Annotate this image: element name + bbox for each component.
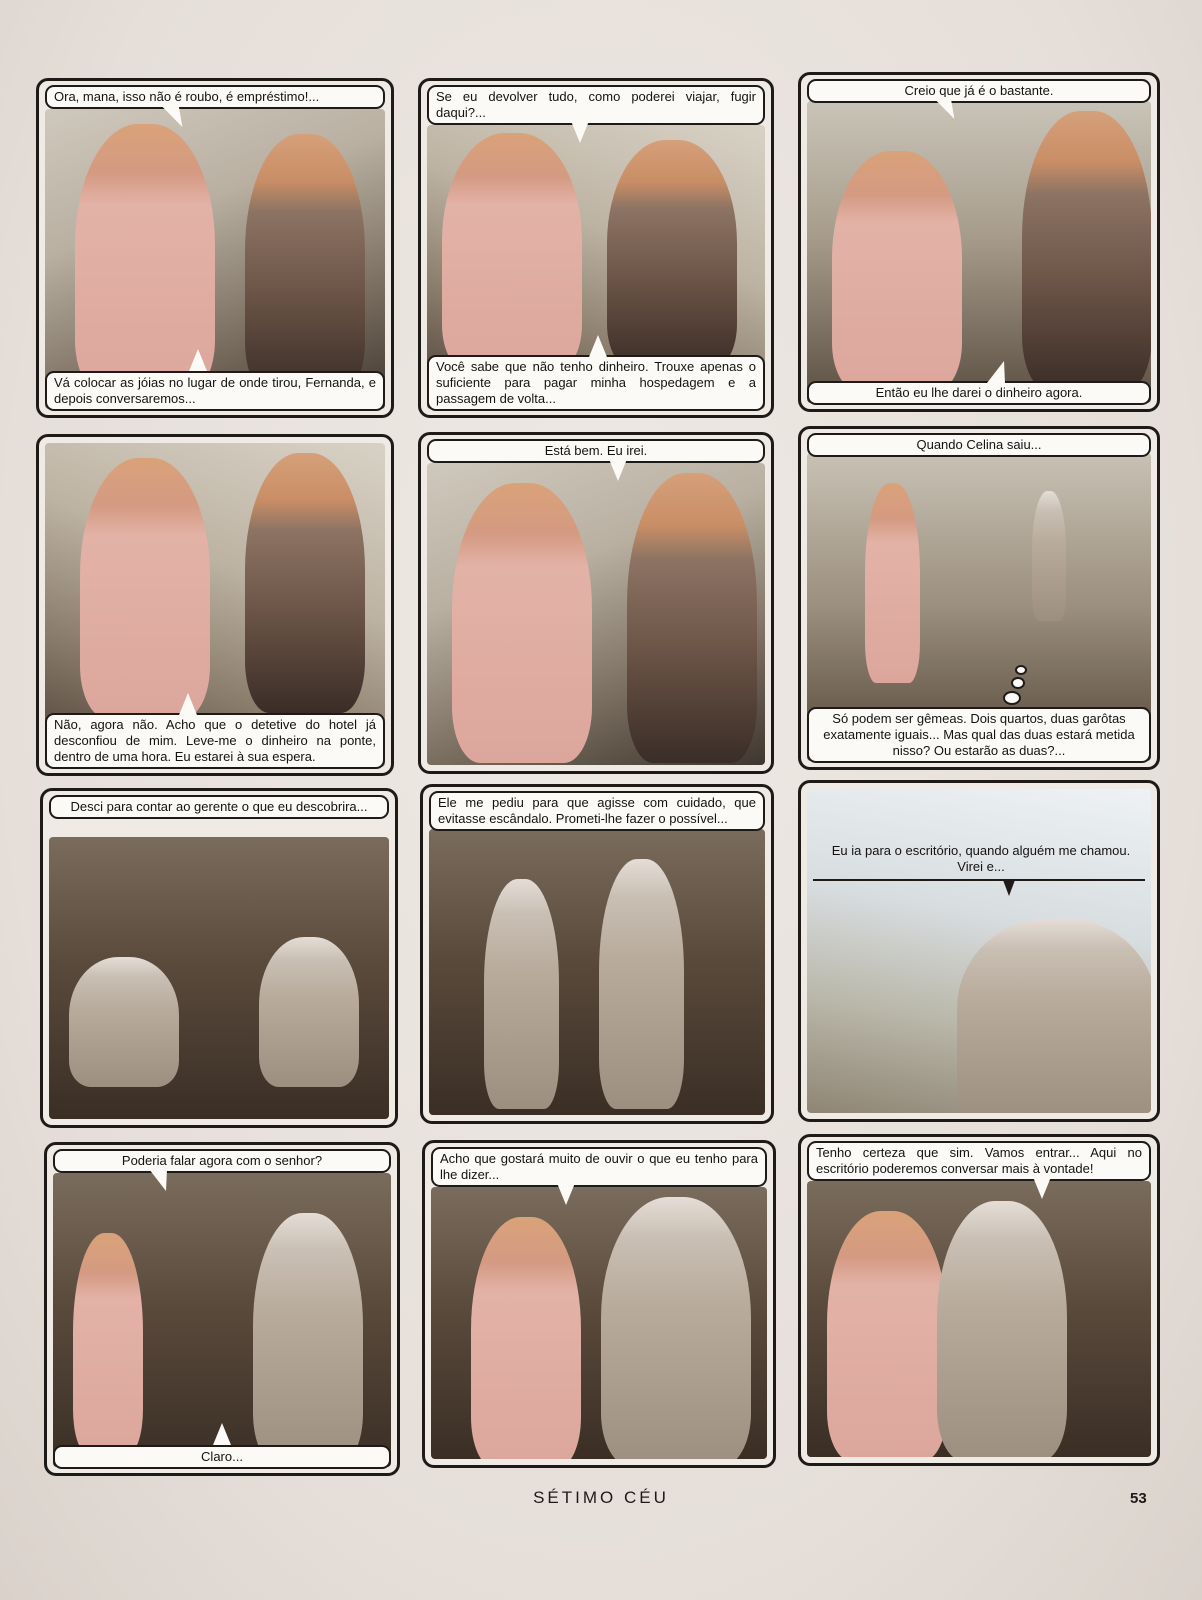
panel-11 bbox=[422, 1140, 776, 1468]
manager-standing bbox=[599, 859, 684, 1109]
thought-bubble bbox=[1011, 677, 1025, 689]
balloon-tail bbox=[213, 1423, 231, 1445]
balloon-tail bbox=[179, 693, 197, 715]
photo bbox=[807, 101, 1151, 403]
woman-pink-sweater bbox=[827, 1211, 947, 1457]
detective-standing bbox=[937, 1201, 1067, 1457]
photo bbox=[431, 1187, 767, 1459]
photo bbox=[49, 837, 389, 1119]
speech-balloon-top: Poderia falar agora com o senhor? bbox=[53, 1149, 391, 1173]
panel-10 bbox=[44, 1142, 400, 1476]
woman-pink-sweater bbox=[452, 483, 592, 763]
thought-bubble bbox=[1015, 665, 1027, 675]
balloon-tail bbox=[571, 121, 589, 143]
panel-7 bbox=[40, 788, 398, 1128]
photo bbox=[807, 789, 1151, 1113]
photo bbox=[429, 829, 765, 1115]
woman-pink-sweater bbox=[73, 1233, 143, 1453]
woman-print-blouse bbox=[1022, 111, 1151, 391]
thought-bubble bbox=[1003, 691, 1021, 705]
magazine-title: SÉTIMO CÉU bbox=[533, 1488, 669, 1507]
balloon-tail bbox=[589, 335, 607, 357]
detective-standing bbox=[253, 1213, 363, 1463]
speech-balloon-bottom: Vá colocar as jóias no lugar de onde tirou, Fernanda, e depois conversaremos... bbox=[45, 371, 385, 411]
speech-balloon-bottom: Então eu lhe darei o dinheiro agora. bbox=[807, 381, 1151, 405]
panel-2 bbox=[418, 78, 774, 418]
speech-balloon-bottom: Não, agora não. Acho que o detetive do hotel já desconfiou de mim. Leve-me o dinheiro na ponte, dentro de uma hora. Eu estarei à sua espera. bbox=[45, 713, 385, 769]
page-number: 53 bbox=[1130, 1490, 1147, 1507]
panel-4 bbox=[36, 434, 394, 776]
panel-9 bbox=[798, 780, 1160, 1122]
woman-pink-sweater bbox=[832, 151, 962, 391]
thought-balloon-bottom: Só podem ser gêmeas. Dois quartos, duas garôtas exatamente iguais... Mas qual das duas estará metida nisso? Ou estarão as duas?... bbox=[807, 707, 1151, 763]
balloon-tail bbox=[189, 349, 207, 371]
detective-seated bbox=[69, 957, 179, 1087]
detective-in-hallway bbox=[1032, 491, 1066, 621]
panel-6 bbox=[798, 426, 1160, 770]
photo bbox=[45, 109, 385, 409]
caption-balloon-top: Quando Celina saiu... bbox=[807, 433, 1151, 457]
speech-balloon-top: Acho que gostará muito de ouvir o que eu tenho para lhe dizer... bbox=[431, 1147, 767, 1187]
woman-print-blouse bbox=[245, 134, 365, 394]
speech-balloon-bottom: Claro... bbox=[53, 1445, 391, 1469]
woman-print-blouse bbox=[627, 473, 757, 763]
panel-1 bbox=[36, 78, 394, 418]
balloon-tail bbox=[557, 1183, 575, 1205]
balloon-tail bbox=[1033, 1177, 1051, 1199]
photo bbox=[807, 1181, 1151, 1457]
speech-balloon-top: Creio que já é o bastante. bbox=[807, 79, 1151, 103]
detective-standing bbox=[484, 879, 559, 1109]
woman-pink-sweater bbox=[442, 133, 582, 373]
photo bbox=[427, 463, 765, 765]
woman-pink-sweater bbox=[471, 1217, 581, 1459]
manager-seated bbox=[259, 937, 359, 1087]
caption-pointer bbox=[1003, 880, 1015, 896]
panel-5 bbox=[418, 432, 774, 774]
panel-3 bbox=[798, 72, 1160, 412]
woman-in-hallway bbox=[865, 483, 920, 683]
narration-caption: Eu ia para o escritório, quando alguém me chamou. Virei e... bbox=[831, 843, 1131, 874]
detective-standing bbox=[601, 1197, 751, 1459]
speech-balloon-top: Se eu devolver tudo, como poderei viajar, fugir daqui?... bbox=[427, 85, 765, 125]
woman-print-blouse bbox=[245, 453, 365, 713]
speech-balloon-top: Ora, mana, isso não é roubo, é empréstimo!... bbox=[45, 85, 385, 109]
speech-balloon-bottom: Você sabe que não tenho dinheiro. Trouxe apenas o suficiente para pagar minha hospedagem e a passagem de volta... bbox=[427, 355, 765, 411]
caption-balloon-top: Ele me pediu para que agisse com cuidado, que evitasse escândalo. Prometi-lhe fazer o possível... bbox=[429, 791, 765, 831]
detective-close-up bbox=[957, 919, 1151, 1113]
panel-12 bbox=[798, 1134, 1160, 1466]
woman-pink-sweater bbox=[80, 458, 210, 718]
speech-balloon-top: Está bem. Eu irei. bbox=[427, 439, 765, 463]
woman-print-blouse bbox=[607, 140, 737, 370]
panel-8 bbox=[420, 784, 774, 1124]
caption-balloon-top: Desci para contar ao gerente o que eu descobrira... bbox=[49, 795, 389, 819]
speech-balloon-top: Tenho certeza que sim. Vamos entrar... Aqui no escritório poderemos conversar mais à vontade! bbox=[807, 1141, 1151, 1181]
caption-underline bbox=[813, 879, 1145, 881]
balloon-tail bbox=[609, 459, 627, 481]
